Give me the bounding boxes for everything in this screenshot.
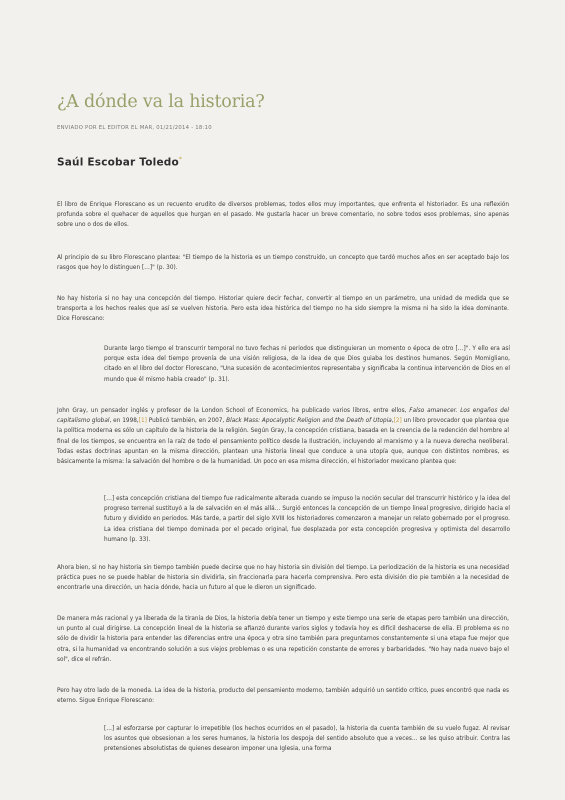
quote-3: […] al esforzarse por capturar lo irrepetible (los hechos ocurridos en el pasado), la historia da cuenta también de su vuelo fugaz. Al revisar los asuntos que obsesionan a los seres humanos, la historia los despoja del sentido absoluto que a veces… se les quiso atribuir. Contra las pretensiones absolutistas de quienes desearon imponer una Iglesia, una forma [104,726,510,753]
paragraph-4-text-g: un libro provocador que plantea que la política moderna es sólo un capítulo de la historia de la religión. Según Gray, la concepción cristiana, basada en la creencia de la redención del hombre al final de los tiempos, se encuentra en la raíz de todo el pensamiento político desde la Ilustración, incluyendo al marxismo y a la nueva derecha neoliberal. Todas estas doctrinas apuntan en la misma dirección, plantean una historia lineal que conduce a una utopía que, aunque con distintos nombres, es básicamente la misma: la salvación del hombre o de la humanidad. Un poco en esa misma dirección, el historiador mexicano plantea que: [57,418,510,466]
quote-2: […] esta concepción cristiana del tiempo fue radicalmente alterada cuando se impuso la noción secular del transcurrir histórico y la idea del progreso terrenal sustituyó a la de salvación en el más allá… Surgió entonces la concepción de un tiempo lineal progresivo, dirigido hacia el futuro y dividido en periodos. Más tarde, a partir del siglo XVIII los historiadores comenzaron a manejar un relato gobernado por el progreso. La idea cristiana del tiempo dominada por el pecado original, fue desplazada por esta concepción progresiva y optimista del desarrollo humano (p. 33). [104,496,510,543]
paragraph-7: Pero hay otro lado de la moneda. La idea de la historia, producto del pensamiento moderno, también adquirió un sentido crítico, pues encontró que nada es eterno. Sigue Enrique Florescano: [57,688,509,705]
paragraph-4-text-d: Publicó también, en 2007, [146,418,227,425]
footnote-link-2[interactable]: [2] [393,418,402,425]
article-author [57,156,182,169]
paragraph-6: De manera más racional y ya liberada de la tiranía de Dios, la historia debía tener un tiempo y este tiempo una serie de etapas pero también una dirección, un punto al cual dirigirse. La concepción lineal de la historia se afianzó durante varios siglos y todavía hoy es difícil deshacerse de ella. El problema es no sólo de dividir la historia para entender las diferencias entre una época y otra sino también para preguntarnos constantemente si una etapa fue mejor que otra, si la humanidad va encontrando solución a sus viejos problemas o es una repetición constante de errores y barbaridades. "No hay nada nuevo bajo el sol", dice el refrán. [57,616,509,663]
quote-1: Durante largo tiempo el transcurrir temporal no tuvo fechas ni periodos que distinguieran un momento o época de otro […]". Y ello era así porque esta idea del tiempo provenía de una visión religiosa, de la idea de que Dios guiaba los destinos humanos. Según Momigliano, citado en el libro del doctor Florescano, "Una sucesión de acontecimientos representaba y significaba la continua intervención de Dios en el mundo que él mismo había creado" (p. 31). [104,346,510,383]
paragraph-4-text-c: , en 1998, [109,418,139,425]
footnote-link-1[interactable]: [1] [138,418,147,425]
book-title-falso-amanecer: Falso amanecer. Los engaños del capitalismo global [57,408,509,425]
article-title: ¿A dónde va la historia? [57,92,265,112]
paragraph-4 [57,406,509,467]
paragraph-1: El libro de Enrique Florescano es un recuento erudito de diversos problemas, todos ellos muy importantes, que enfrenta el historiador. Es una reflexión profunda sobre el quehacer de aquellos que hurgan en el pasado. Me gustaría hacer un breve comentario, no sobre todos esos problemas, sino apenas sobre uno o dos de ellos. [57,202,509,229]
paragraph-4-text-f: , [391,418,394,425]
paragraph-2: Al principio de su libro Florescano plantea: "El tiempo de la historia es un tiempo construido, un concepto que tardó muchos años en ser aceptado bajo los rasgos que hoy lo distinguen […]" (p. 30). [57,255,509,272]
book-title-black-mass: Black Mass: Apocalyptic Religion and the Death of Utopia [226,418,392,425]
paragraph-4-text-a: John Gray, un pensador inglés y profesor de la London School of Economics, ha publicado varios libros, entre ellos, [57,408,410,414]
paragraph-5: Ahora bien, si no hay historia sin tiempo también puede decirse que no hay historia sin división del tiempo. La periodización de la historia es una necesidad práctica pues no se puede hablar de historia sin dividirla, sin fraccionarla para hacerla comprensiva. Pero esta división dio pie también a la necesidad de encontrarle una dirección, un hacia dónde, hacia un futuro al que le dieron un significado. [57,565,509,592]
article-meta: ENVIADO POR EL EDITOR EL MAR, 01/21/2014 - 18:10 [57,125,212,131]
author-footnote-marker[interactable]: * [178,156,183,163]
author-name: Saúl Escobar Toledo [57,156,179,169]
paragraph-3: No hay historia si no hay una concepción del tiempo. Historiar quiere decir fechar, convertir al tiempo en un parámetro, una unidad de medida que se transporta a los hechos reales que así se vuelven historia. Pero esta idea histórica del tiempo no ha sido siempre la misma ni ha sido la idea dominante. Dice Florescano: [57,296,509,323]
